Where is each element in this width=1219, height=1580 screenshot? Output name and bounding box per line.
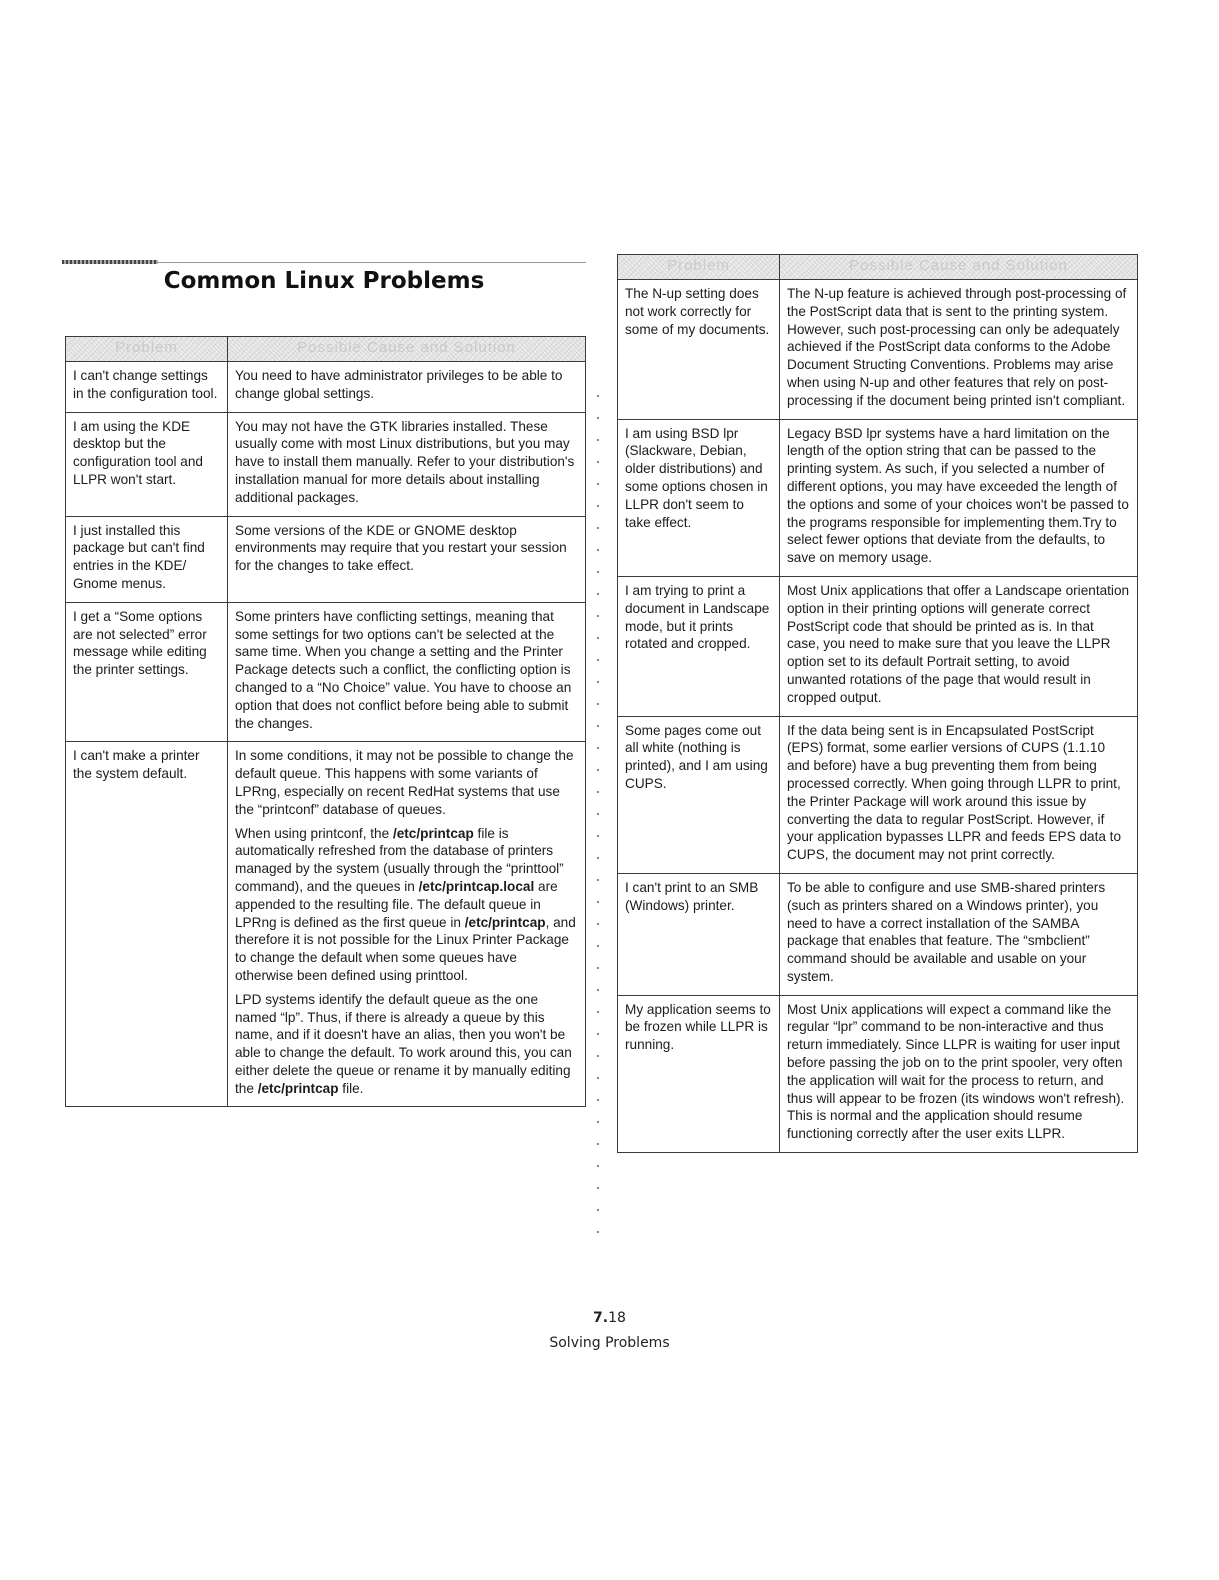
table-row: [618, 716, 1138, 873]
gutter-dot: [597, 813, 599, 815]
solution-cell: [780, 576, 1138, 716]
page-number-chapter: 7.: [593, 1310, 609, 1326]
solution-paragraph: In some conditions, it may not be possible to change the default queue. This happens with some variants of LPRng, especially on recent RedHat systems that use the “printconf” database of queues.: [235, 748, 574, 817]
solution-column-header: Possible Cause and Solution: [780, 255, 1138, 280]
file-path: /etc/printcap: [257, 1080, 339, 1096]
gutter-dot: [597, 1011, 599, 1013]
gutter-dot: [597, 1187, 599, 1189]
gutter-dot: [597, 681, 599, 683]
problem-cell: I just installed this package but can't find entries in the KDE/ Gnome menus.: [66, 516, 228, 602]
problem-cell: I can't print to an SMB (Windows) printer.: [618, 873, 780, 995]
problem-cell: I am trying to print a document in Landscape mode, but it prints rotated and cropped.: [618, 576, 780, 716]
table-header-row: [66, 337, 586, 362]
table-row: [66, 516, 586, 602]
solution-paragraph: Some versions of the KDE or GNOME desktop environments may require that you restart your session for the changes to take effect.: [235, 522, 567, 574]
solution-paragraph: You need to have administrator privileges to be able to change global settings.: [235, 368, 563, 401]
gutter-dot: [597, 967, 599, 969]
gutter-dot: [597, 1165, 599, 1167]
gutter-dot: [597, 747, 599, 749]
page-number-page: 18: [608, 1310, 626, 1326]
problem-cell: I can't make a printer the system default.: [66, 742, 228, 1107]
left-problems-table: [65, 336, 586, 1107]
gutter-dot: [597, 1099, 599, 1101]
gutter-dot: [597, 549, 599, 551]
problem-cell: The N-up setting does not work correctly for some of my documents.: [618, 280, 780, 420]
table-row: [66, 742, 586, 1107]
solution-paragraph: Some printers have conflicting settings, meaning that some settings for two options can't be selected at the same time. When you change a setting and the Printer Package detects such a conflict, the conflicting option is changed to a “No Choice” value. You have to choose an option that does not conflict before being able to submit the changes.: [235, 608, 572, 731]
problem-cell: My application seems to be frozen while LLPR is running.: [618, 995, 780, 1152]
gutter-dot: [597, 879, 599, 881]
table-row: [66, 412, 586, 516]
gutter-dot: [597, 439, 599, 441]
solution-column-header: Possible Cause and Solution: [228, 337, 586, 362]
solution-cell: [780, 873, 1138, 995]
solution-cell: [780, 280, 1138, 420]
gutter-dot: [597, 1143, 599, 1145]
gutter-dot: [597, 703, 599, 705]
table-row: [618, 995, 1138, 1152]
table-header-row: [618, 255, 1138, 280]
gutter-dot: [597, 571, 599, 573]
gutter-dot: [597, 527, 599, 529]
gutter-dot: [597, 1077, 599, 1079]
file-path: /etc/printcap: [464, 914, 546, 930]
right-table-body: [618, 280, 1138, 1153]
solution-cell: [780, 419, 1138, 576]
gutter-dot: [597, 505, 599, 507]
gutter-dot: [597, 945, 599, 947]
solution-cell: [228, 362, 586, 413]
file-path: /etc/printcap.local: [418, 878, 535, 894]
solution-paragraph: The N-up feature is achieved through post-processing of the PostScript data that is sent to the printing system. However, such post-processing can only be adequately achieved if the PostScript data conforms to the Adobe Document Structing Conventions. Problems may arise when using N-up and other features that rely on post-processing if the document being printed isn't compliant.: [787, 286, 1127, 408]
solution-paragraph: Most Unix applications that offer a Landscape orientation option in their printing options will generate correct PostScript code that should be printed as is. In that case, you need to make sure that you leave the LLPR option set to its default Portrait setting, to avoid unwanted rotations of the page that would result in cropped output.: [787, 582, 1130, 705]
gutter-dot: [597, 637, 599, 639]
problem-cell: Some pages come out all white (nothing is printed), and I am using CUPS.: [618, 716, 780, 873]
gutter-dot: [597, 857, 599, 859]
gutter-dot: [597, 615, 599, 617]
problem-cell: I am using BSD lpr (Slackware, Debian, older distributions) and some options chosen in LLPR don't seem to take effect.: [618, 419, 780, 576]
solution-paragraph: Legacy BSD lpr systems have a hard limitation on the length of the option string that can be passed to the printing system. As such, if you selected a number of different options, you may have exceeded the length of the options and some of your choices won't be passed to the programs responsible for implementing them.Try to select fewer options that deviate from the defaults, to save on memory usage.: [787, 425, 1129, 566]
section-name: Solving Problems: [549, 1335, 670, 1351]
solution-paragraph: To be able to configure and use SMB-shared printers (such as printers shared on a Windows printer), you need to have a correct installation of the SAMBA package that enables that feature. The “smbclient” command should be available and usable on your system.: [787, 879, 1106, 984]
gutter-dot: [597, 769, 599, 771]
gutter-dot: [597, 923, 599, 925]
gutter-dot: [597, 1033, 599, 1035]
gutter-dot: [597, 461, 599, 463]
gutter-dot: [597, 1121, 599, 1123]
gutter-dot: [597, 1231, 599, 1233]
gutter-dot: [597, 483, 599, 485]
table-row: [618, 576, 1138, 716]
right-problems-table: [617, 254, 1138, 1153]
solution-cell: [780, 716, 1138, 873]
heading-rule: [62, 262, 586, 263]
solution-paragraph: When using printconf, the /etc/printcap file is automatically refreshed from the database of printers managed by the system (usually through the “printtool” command), and the queues in /etc/printcap.local are appended to the resulting file. The default queue in LPRng is defined as the first queue in /etc/printcap, and therefore it is not possible for the Linux Printer Package to change the default when some queues have otherwise been defined using printtool.: [235, 825, 576, 983]
gutter-dot: [597, 593, 599, 595]
table-row: [66, 602, 586, 742]
gutter-dot: [597, 659, 599, 661]
gutter-dot: [597, 417, 599, 419]
solution-cell: [228, 602, 586, 742]
problem-column-header: Problem: [66, 337, 228, 362]
left-table-body: [66, 362, 586, 1107]
solution-cell: [780, 995, 1138, 1152]
page-number: [0, 1310, 1219, 1326]
problem-cell: I can't change settings in the configuration tool.: [66, 362, 228, 413]
solution-paragraph: Most Unix applications will expect a command like the regular “lpr” command to be non-interactive and thus return immediately. Since LLPR is waiting for user input before passing the job on to the print spooler, very often the application will wait for the process to return, and thus will appear to be frozen (its windows won't refresh). This is normal and the application should resume functioning correctly after the user exits LLPR.: [787, 1001, 1125, 1142]
solution-paragraph: LPD systems identify the default queue as the one named “lp”. Thus, if there is already a queue by this name, and if it doesn't have an alias, then you won't be able to change the default. To work around this, you can either delete the queue or rename it by manually editing the /etc/printcap file.: [235, 991, 572, 1096]
gutter-dot: [597, 395, 599, 397]
solution-cell: [228, 742, 586, 1107]
problem-cell: I am using the KDE desktop but the configuration tool and LLPR won't start.: [66, 412, 228, 516]
gutter-dot: [597, 725, 599, 727]
solution-cell: [228, 412, 586, 516]
table-row: [618, 873, 1138, 995]
solution-paragraph: If the data being sent is in Encapsulated PostScript (EPS) format, some earlier versions of CUPS (1.1.10 and before) have a bug preventing them from being processed correctly. When going through LLPR to print, the Printer Package will work around this issue by converting the data to regular PostScript. However, if your application bypasses LLPR and feeds EPS data to CUPS, the document may not print correctly.: [787, 722, 1122, 863]
gutter-dot: [597, 1209, 599, 1211]
table-row: [66, 362, 586, 413]
gutter-dot: [597, 835, 599, 837]
problem-column-header: Problem: [618, 255, 780, 280]
problem-cell: I get a “Some options are not selected” error message while editing the printer settings.: [66, 602, 228, 742]
gutter-dot: [597, 791, 599, 793]
gutter-dot: [597, 901, 599, 903]
file-path: /etc/printcap: [392, 825, 474, 841]
solution-paragraph: You may not have the GTK libraries installed. These usually come with most Linux distributions, but you may have to install them manually. Refer to your distribution's installation manual for more details about installing additional packages.: [235, 418, 575, 505]
table-row: [618, 280, 1138, 420]
solution-cell: [228, 516, 586, 602]
page-title: Common Linux Problems: [163, 268, 485, 294]
gutter-dot: [597, 1055, 599, 1057]
gutter-dot: [597, 989, 599, 991]
table-row: [618, 419, 1138, 576]
